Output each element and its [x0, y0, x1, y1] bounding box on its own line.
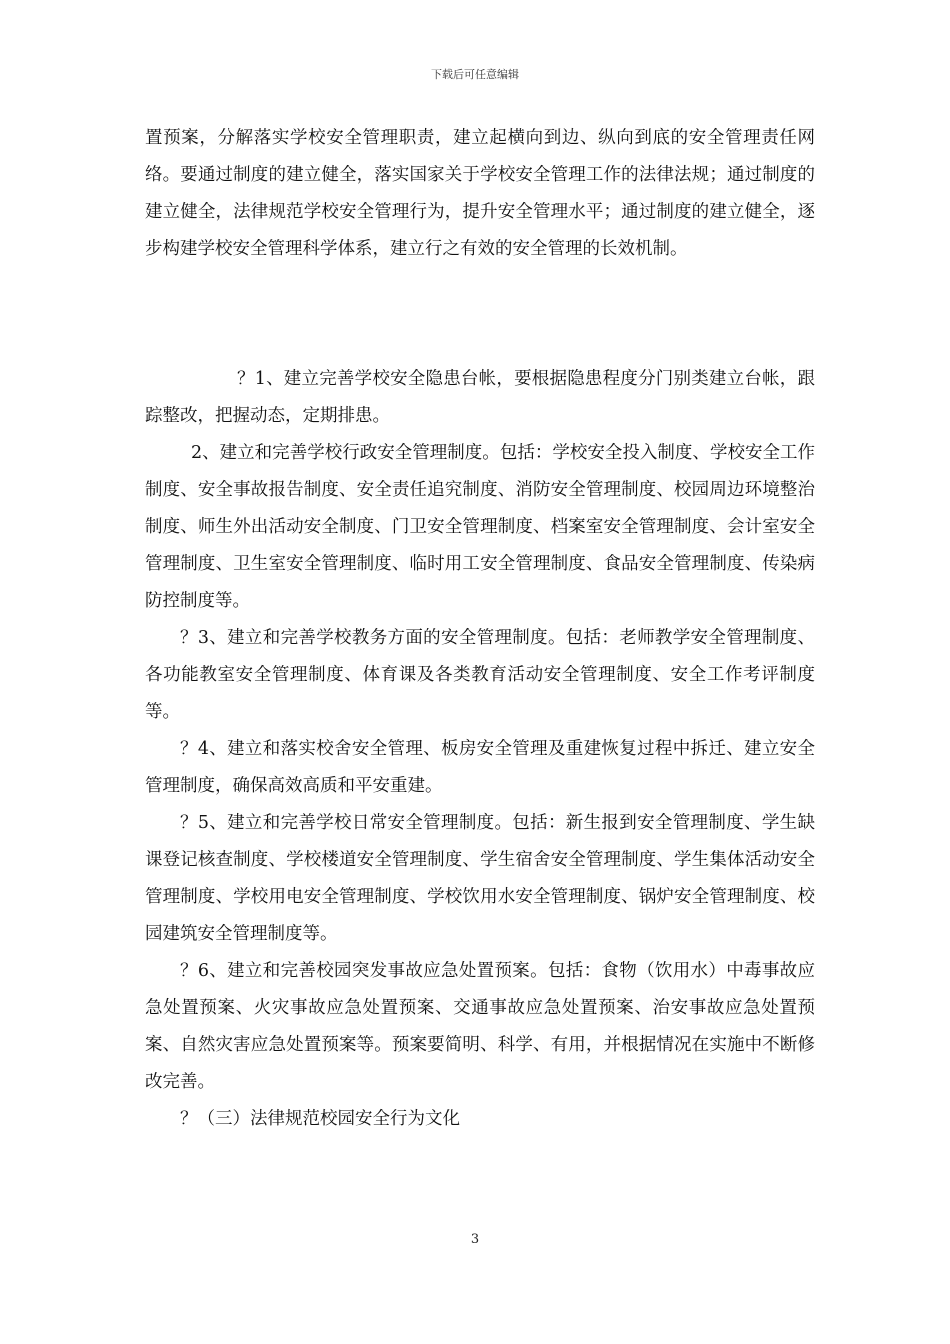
document-body [145, 120, 815, 1138]
paragraph-item-3: ？3、建立和完善学校教务方面的安全管理制度。包括：老师教学安全管理制度、各功能教室安全管理制度、体育课及各类教育活动安全管理制度、安全工作考评制度等。 [145, 628, 815, 722]
paragraph-item-5: ？5、建立和完善学校日常安全管理制度。包括：新生报到安全管理制度、学生缺课登记核查制度、学校楼道安全管理制度、学生宿舍安全管理制度、学生集体活动安全管理制度、学校用电安全管理制度、学校饮用水安全管理制度、锅炉安全管理制度、校园建筑安全管理制度等。 [145, 813, 815, 944]
paragraph-item-4: ？4、建立和落实校舍安全管理、板房安全管理及重建恢复过程中拆迁、建立安全管理制度，确保高效高质和平安重建。 [145, 739, 815, 796]
paragraph-item-1: ？1、建立完善学校安全隐患台帐，要根据隐患程度分门别类建立台帐，跟踪整改，把握动态，定期排患。 [145, 369, 815, 426]
paragraph-item-6: ？6、建立和完善校园突发事故应急处置预案。包括：食物（饮用水）中毒事故应急处置预案、火灾事故应急处置预案、交通事故应急处置预案、治安事故应急处置预案、自然灾害应急处置预案等。预案要简明、科学、有用，并根据情况在实施中不断修改完善。 [145, 961, 815, 1092]
section-heading-3: ？（三）法律规范校园安全行为文化 [180, 1109, 460, 1129]
paragraph-intro: 置预案，分解落实学校安全管理职责，建立起横向到边、纵向到底的安全管理责任网络。要通过制度的建立健全，落实国家关于学校安全管理工作的法律法规；通过制度的建立健全，法律规范学校安全管理行为，提升安全管理水平；通过制度的建立健全，逐步构建学校安全管理科学体系，建立行之有效的安全管理的长效机制。 [145, 128, 815, 259]
paragraph-item-2: 2、建立和完善学校行政安全管理制度。包括：学校安全投入制度、学校安全工作制度、安全事故报告制度、安全责任追究制度、消防安全管理制度、校园周边环境整治制度、师生外出活动安全制度、门卫安全管理制度、档案室安全管理制度、会计室安全管理制度、卫生室安全管理制度、临时用工安全管理制度、食品安全管理制度、传染病防控制度等。 [145, 443, 815, 611]
page-header: 下载后可任意编辑 [431, 68, 519, 81]
page-number: 3 [470, 1232, 480, 1247]
paragraph-gap [145, 268, 815, 361]
